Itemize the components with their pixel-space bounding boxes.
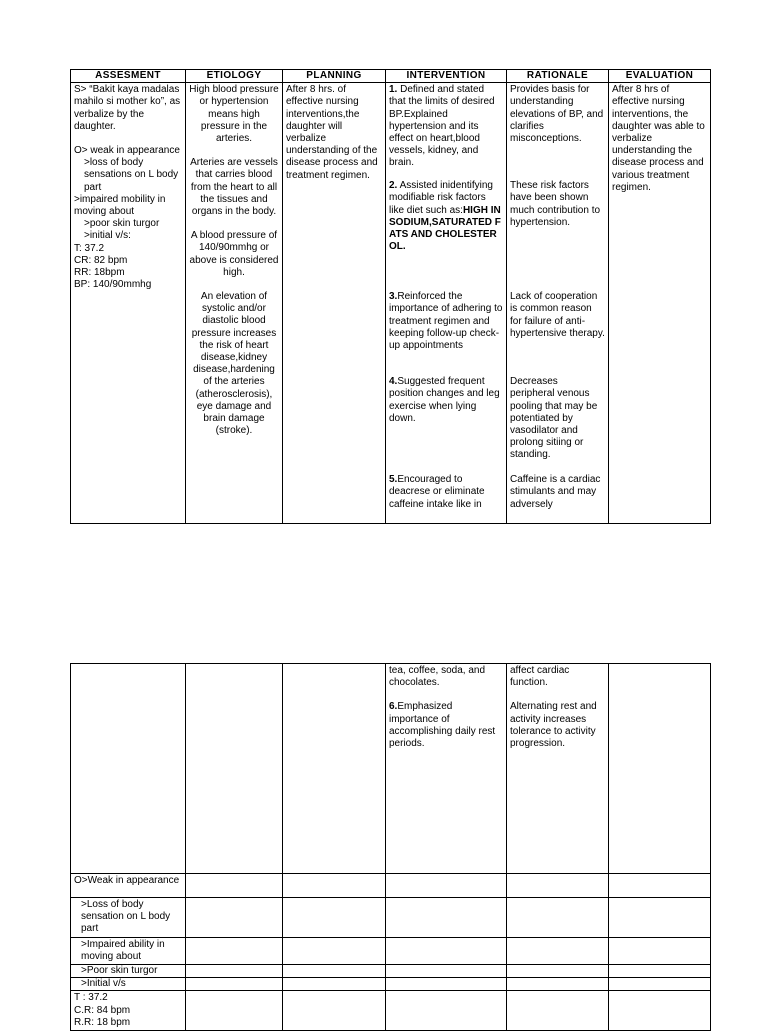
intervention-emphasis: HIGH IN SODIUM,SATURATED FATS AND CHOLESTEROL. <box>389 204 501 253</box>
intervention-text: Encouraged to deacrese or eliminate caffeine intake like in <box>389 474 485 510</box>
etiology-paragraph: High blood pressure or hypertension means high pressure in the arteries. <box>189 84 279 145</box>
rationale-4: Decreases peripheral venous pooling that may be potentiated by vasodilator and prolong sitiing or standing. <box>510 376 598 461</box>
nursing-care-plan-table <box>70 69 711 524</box>
rationale-continued: affect cardiac function. <box>510 665 570 689</box>
header-intervention: INTERVENTION <box>386 70 507 83</box>
header-etiology: ETIOLOGY <box>186 70 283 83</box>
header-row <box>71 70 711 83</box>
intervention-number: 2. <box>389 180 398 192</box>
intervention-cell <box>386 83 507 524</box>
assessment-row-text: >Poor skin turgor <box>71 965 186 978</box>
intervention-text: Reinforced the importance of adhering to treatment regimen and keeping follow-up check-up appointments <box>389 291 503 352</box>
intervention-number: 6. <box>389 701 398 713</box>
rationale-2: These risk factors have been shown much contribution to hypertension. <box>510 180 601 228</box>
intervention-6 <box>389 701 503 750</box>
vital-sign: T : 37.2 <box>74 992 108 1004</box>
intervention-continued: tea, coffee, soda, and chocolates. <box>389 665 486 689</box>
etiology-paragraph: A blood pressure of 140/90mmhg or above is considered high. <box>189 230 279 278</box>
rationale-6: Alternating rest and activity increases tolerance to activity progression. <box>510 701 597 750</box>
intervention-text: Defined and stated that the limits of desired BP.Explained hypertension and its effect on heart,blood vessels, kidney, and brain. <box>389 84 495 169</box>
intervention-number: 3. <box>389 291 398 303</box>
rationale-3: Lack of cooperation is common reason for failure of anti-hypertensive therapy. <box>510 291 605 339</box>
planning-cell <box>283 83 386 524</box>
assessment-row <box>71 898 711 938</box>
rationale-5: Caffeine is a cardiac stimulants and may adversely <box>510 474 601 510</box>
vital-sign: CR: 82 bpm <box>74 254 128 266</box>
assessment-row <box>71 965 711 978</box>
assessment-row-text: >Impaired ability in moving about <box>71 937 186 964</box>
assessment-cell <box>71 83 186 524</box>
intervention-2 <box>389 180 503 291</box>
rationale-continued-cell <box>507 664 609 874</box>
assessment-row-text: >Initial v/s <box>71 978 186 991</box>
intervention-1 <box>389 84 503 180</box>
intervention-number: 1. <box>389 84 398 96</box>
intervention-text: Suggested frequent position changes and leg exercise when lying down. <box>389 376 500 424</box>
intervention-number: 5. <box>389 474 398 486</box>
assessment-row <box>71 874 711 898</box>
assessment-row <box>71 937 711 964</box>
header-evaluation: EVALUATION <box>609 70 711 83</box>
vital-sign: BP: 140/90mmhg <box>74 279 152 291</box>
intervention-4 <box>389 376 503 474</box>
assessment-row-text: O>Weak in appearance <box>71 874 186 898</box>
etiology-cell <box>186 83 283 524</box>
intervention-continued-cell <box>386 664 507 874</box>
assessment-item: >loss of body sensations on L body part <box>84 157 179 193</box>
header-assessment: ASSESMENT <box>71 70 186 83</box>
vital-sign: R.R: 18 bpm <box>74 1016 131 1028</box>
intervention-text: Emphasized importance of accomplishing daily rest periods. <box>389 701 496 750</box>
continued-row <box>71 664 711 874</box>
assessment-row-text: >Loss of body sensation on L body part <box>71 898 186 938</box>
etiology-paragraph: Arteries are vessels that carries blood from the heart to all the tissues and organs in the body. <box>190 157 278 218</box>
assessment-item: >poor skin turgor <box>84 218 160 230</box>
assessment-item: >impaired mobility in moving about <box>74 193 166 218</box>
intervention-3 <box>389 291 503 376</box>
etiology-paragraph: An elevation of systolic and/or diastolic blood pressure increases the risk of heart disease,kidney disease,hardening of the arteries (atherosclerosis), eye damage and brain damage (stroke). <box>191 291 277 437</box>
evaluation-cell <box>609 83 711 524</box>
objective-data: O> weak in appearance <box>74 145 180 157</box>
care-plan-row <box>71 83 711 524</box>
subjective-data: S> “Bakit kaya madalas mahilo si mother ko”, as verbalize by the daughter. <box>74 84 181 132</box>
vitals-cell <box>71 991 186 1031</box>
vitals-row <box>71 991 711 1031</box>
vital-sign: T: 37.2 <box>74 242 105 254</box>
nursing-care-plan-table-continued <box>70 663 711 1031</box>
planning-text: After 8 hrs. of effective nursing interventions,the daughter will verbalize understanding of the disease process and treatment regimen. <box>286 84 378 181</box>
evaluation-text: After 8 hrs of effective nursing interventions, the daughter was able to verbalize understanding the disease process and various treatment regimen. <box>612 84 705 193</box>
assessment-row <box>71 978 711 991</box>
assessment-item: >initial v/s: <box>84 230 131 242</box>
rationale-cell <box>507 83 609 524</box>
vital-sign: C.R: 84 bpm <box>74 1004 131 1016</box>
intervention-5 <box>389 474 503 511</box>
rationale-1: Provides basis for understanding elevations of BP, and clarifies misconceptions. <box>510 84 604 145</box>
intervention-text: Assisted inidentifying modifiable risk factors like diet such as: <box>389 180 493 216</box>
intervention-number: 4. <box>389 376 398 388</box>
header-planning: PLANNING <box>283 70 386 83</box>
vital-sign: RR: 18bpm <box>74 267 125 279</box>
header-rationale: RATIONALE <box>507 70 609 83</box>
